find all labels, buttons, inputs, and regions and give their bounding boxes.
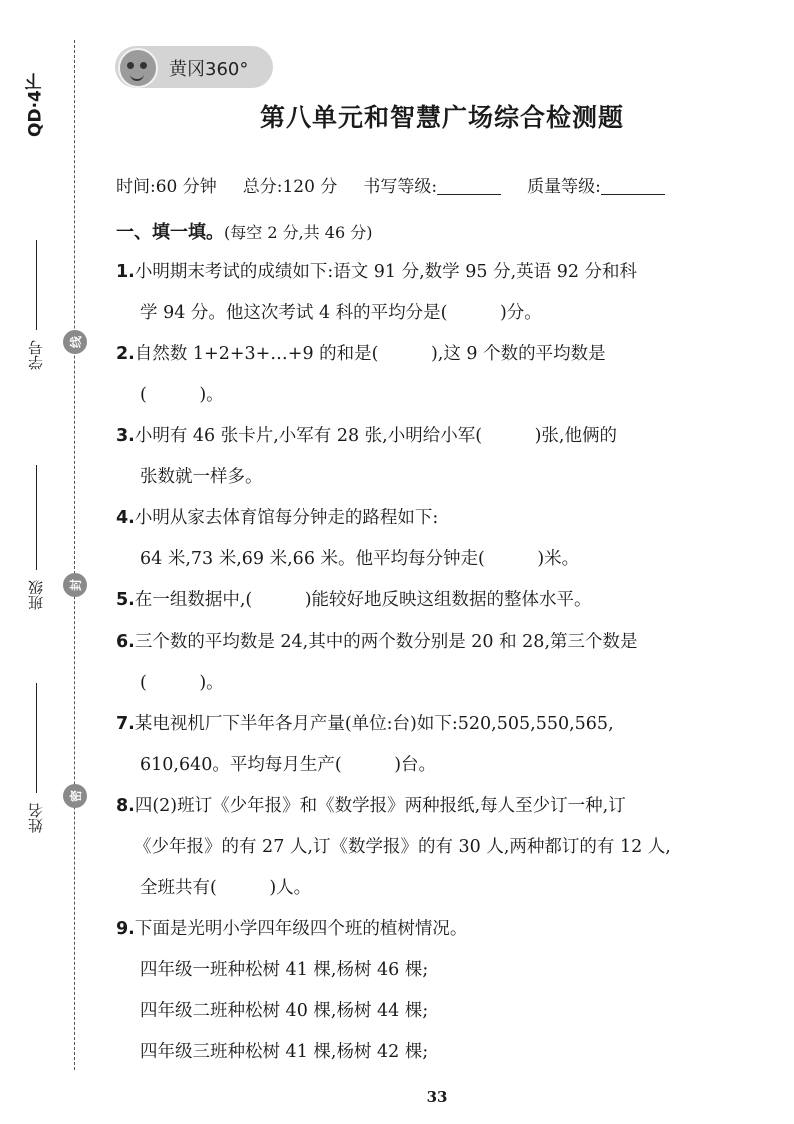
- name-blank[interactable]: [36, 683, 37, 793]
- class-blank[interactable]: [36, 465, 37, 570]
- section-title: 一、填一填。: [116, 222, 224, 243]
- seal-line-badge: 线: [63, 330, 87, 354]
- question-number: 9.: [116, 919, 135, 939]
- class-field[interactable]: [25, 465, 49, 610]
- brand-text: 黄冈360°: [169, 59, 249, 80]
- question-text: 610,640。平均每月生产( )台。: [140, 755, 437, 775]
- quality-grade-label: 质量等级:: [527, 177, 601, 197]
- question-number: 3.: [116, 426, 135, 446]
- question-text: 四年级一班种松树 41 棵,杨树 46 棵;: [140, 960, 429, 980]
- quality-grade-blank[interactable]: [601, 176, 665, 195]
- question-text: 小明有 46 张卡片,小军有 28 张,小明给小军( )张,他俩的: [134, 426, 617, 446]
- question-number: 8.: [116, 796, 135, 816]
- name-label: 姓名: [27, 803, 45, 833]
- question-7: [116, 704, 771, 786]
- question-4: [116, 498, 771, 580]
- question-number: 4.: [116, 508, 135, 528]
- question-9: [116, 909, 771, 1073]
- question-1: [116, 252, 771, 334]
- question-text: 某电视机厂下半年各月产量(单位:台)如下:520,505,550,565,: [134, 714, 614, 734]
- question-text: 四(2)班订《少年报》和《数学报》两种报纸,每人至少订一种,订: [134, 796, 626, 816]
- student-id-label: 学号: [27, 340, 45, 370]
- binding-margin: [0, 0, 110, 1124]
- question-text: 全班共有( )人。: [140, 878, 312, 898]
- question-2: [116, 334, 771, 416]
- class-label: 班级: [27, 580, 45, 610]
- question-text: 四年级二班种松树 40 棵,杨树 44 棵;: [140, 1001, 429, 1021]
- question-3: [116, 416, 771, 498]
- question-text: 《少年报》的有 27 人,订《数学报》的有 30 人,两种都订的有 12 人,: [134, 837, 671, 857]
- student-id-blank[interactable]: [36, 240, 37, 330]
- brand-badge: [115, 46, 273, 88]
- page-number: 33: [426, 1088, 448, 1106]
- question-text: ( )。: [140, 673, 224, 693]
- question-number: 1.: [116, 262, 135, 282]
- question-number: 5.: [116, 590, 135, 610]
- question-text: 小明期末考试的成绩如下:语文 91 分,数学 95 分,英语 92 分和科: [134, 262, 638, 282]
- mascot-logo-icon: [118, 48, 158, 88]
- name-field[interactable]: [25, 683, 49, 833]
- question-text: 小明从家去体育馆每分钟走的路程如下:: [134, 508, 439, 528]
- series-code: QD·4下: [25, 73, 46, 137]
- question-text: 64 米,73 米,69 米,66 米。他平均每分钟走( )米。: [140, 549, 580, 569]
- writing-grade: [363, 172, 501, 197]
- question-text: 四年级三班种松树 41 棵,杨树 42 棵;: [140, 1042, 429, 1062]
- seal-secret-badge: 密: [63, 784, 87, 808]
- time-limit: 时间:60 分钟: [116, 177, 217, 197]
- seal-seal-badge: 封: [63, 573, 87, 597]
- student-id-field[interactable]: [25, 240, 49, 370]
- quality-grade: [527, 172, 665, 197]
- question-text: 张数就一样多。: [140, 467, 263, 487]
- question-text: 下面是光明小学四年级四个班的植树情况。: [134, 919, 468, 939]
- question-text: ( )。: [140, 385, 224, 405]
- writing-grade-blank[interactable]: [437, 176, 501, 195]
- question-number: 2.: [116, 344, 135, 364]
- writing-grade-label: 书写等级:: [363, 177, 438, 197]
- question-text: 自然数 1+2+3+…+9 的和是( ),这 9 个数的平均数是: [134, 344, 606, 364]
- section-score-note: (每空 2 分,共 46 分): [224, 223, 373, 242]
- exam-meta: [116, 172, 776, 197]
- section-heading: [116, 218, 372, 244]
- total-score: 总分:120 分: [242, 177, 338, 197]
- cut-line: [74, 40, 75, 1070]
- question-text: 三个数的平均数是 24,其中的两个数分别是 20 和 28,第三个数是: [134, 632, 638, 652]
- question-number: 7.: [116, 714, 135, 734]
- question-text: 学 94 分。他这次考试 4 科的平均分是( )分。: [140, 303, 542, 323]
- question-6: [116, 622, 771, 704]
- page-title: 第八单元和智慧广场综合检测题: [259, 103, 624, 132]
- question-8: [116, 786, 771, 909]
- question-text: 在一组数据中,( )能较好地反映这组数据的整体水平。: [134, 590, 592, 610]
- question-5: [116, 580, 771, 621]
- question-number: 6.: [116, 632, 135, 652]
